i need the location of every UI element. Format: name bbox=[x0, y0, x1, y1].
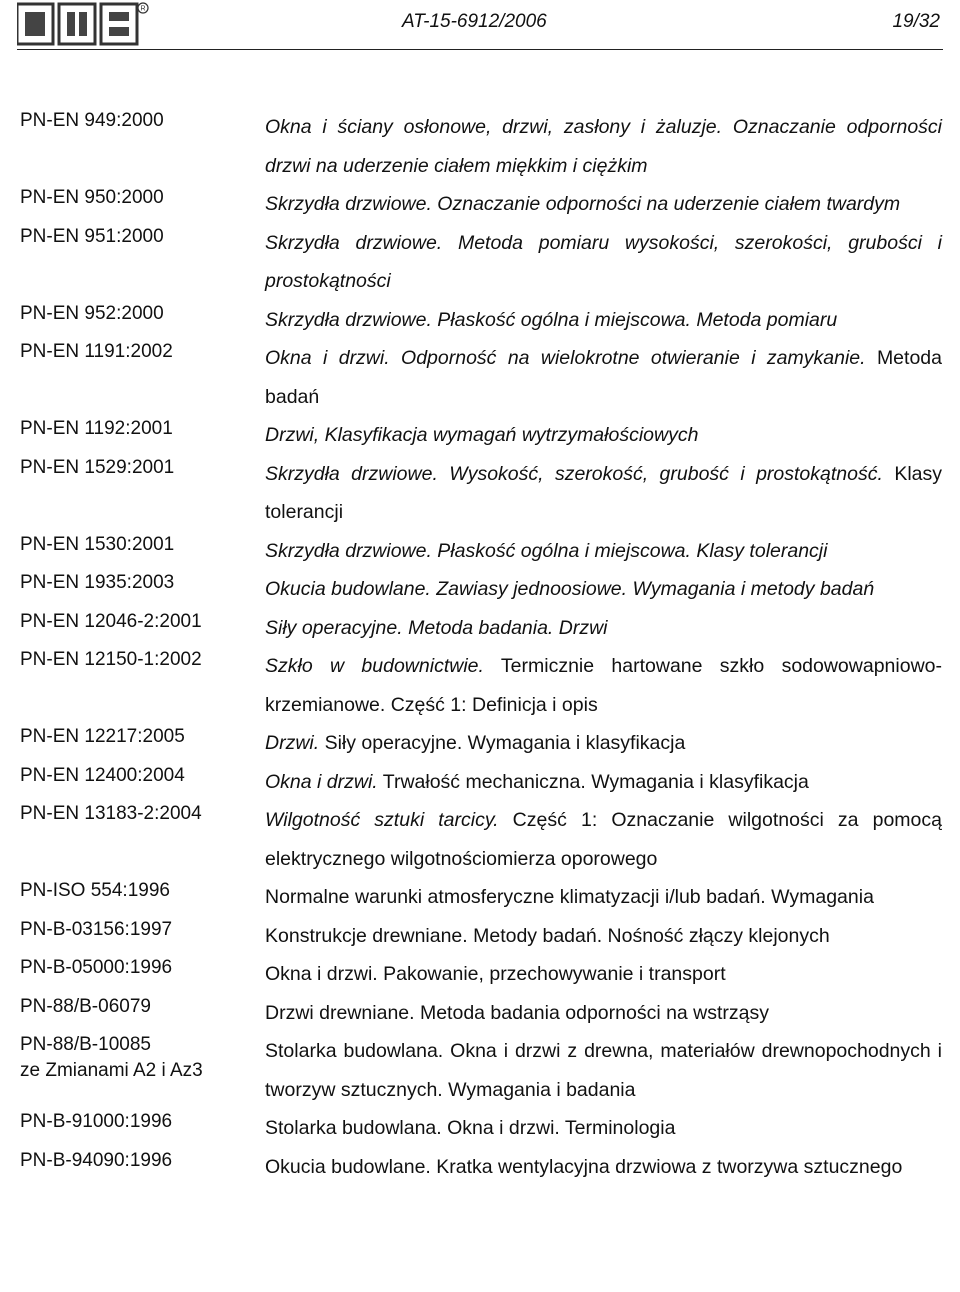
standard-title-italic: Drzwi, Klasyfikacja wymagań wytrzymałościowych bbox=[265, 424, 699, 446]
standard-row bbox=[0, 339, 960, 416]
standard-code-line: PN-ISO 554:1996 bbox=[20, 880, 170, 901]
standard-code bbox=[20, 570, 250, 596]
standard-title-normal: Okna i drzwi. Pakowanie, przechowywanie i transport bbox=[265, 963, 726, 985]
standard-title bbox=[265, 609, 942, 648]
standard-title-normal: Metoda badań bbox=[265, 347, 942, 408]
standard-title bbox=[265, 724, 942, 763]
standard-code bbox=[20, 763, 250, 789]
standard-code bbox=[20, 994, 250, 1020]
standard-title bbox=[265, 185, 942, 224]
standard-row bbox=[0, 416, 960, 455]
svg-text:R: R bbox=[140, 5, 146, 13]
header-divider bbox=[17, 49, 943, 50]
standard-row bbox=[0, 224, 960, 301]
standard-title bbox=[265, 455, 942, 532]
standard-code-line: PN-EN 1192:2001 bbox=[20, 418, 173, 439]
standard-title-italic: Okna i ściany osłonowe, drzwi, zasłony i żaluzje. Oznaczanie odporności drzwi na uderzenie ciałem miękkim i ciężkim bbox=[265, 116, 942, 177]
standard-title-italic: Skrzydła drzwiowe. Płaskość ogólna i miejscowa. Klasy tolerancji bbox=[265, 539, 828, 562]
standard-title-normal: Trwałość mechaniczna. Wymagania i klasyfikacja bbox=[377, 770, 809, 793]
standard-title bbox=[265, 763, 942, 802]
standard-title bbox=[265, 801, 942, 878]
standard-row bbox=[0, 763, 960, 802]
standard-code-line: PN-EN 949:2000 bbox=[20, 110, 164, 131]
standard-code-line: PN-B-03156:1997 bbox=[20, 918, 173, 940]
standard-code bbox=[20, 532, 250, 558]
standard-code-line: PN-EN 1529:2001 bbox=[20, 456, 175, 478]
standard-code bbox=[20, 917, 250, 943]
standard-title-italic: Skrzydła drzwiowe. Wysokość, szerokość, grubość i prostokątność. bbox=[265, 462, 883, 485]
standard-title bbox=[265, 570, 942, 609]
standard-title bbox=[265, 1032, 942, 1109]
standard-code-line: PN-EN 12150-1:2002 bbox=[20, 649, 202, 670]
standard-row bbox=[0, 1148, 960, 1187]
standard-title-normal: Siły operacyjne. Wymagania i klasyfikacja bbox=[319, 732, 686, 754]
standard-code bbox=[20, 955, 250, 981]
standard-row bbox=[0, 1032, 960, 1109]
standard-code bbox=[20, 878, 250, 904]
standard-title-normal: Normalne warunki atmosferyczne klimatyzacji i/lub badań. Wymagania bbox=[265, 886, 874, 908]
standard-title bbox=[265, 917, 942, 956]
standard-title-normal: Część 1: Oznaczanie wilgotności za pomocą elektrycznego wilgotnościomierza oporowego bbox=[265, 809, 942, 870]
standard-row bbox=[0, 455, 960, 532]
standard-row bbox=[0, 801, 960, 878]
standard-code bbox=[20, 1148, 250, 1174]
standard-title bbox=[265, 339, 942, 416]
standard-row bbox=[0, 724, 960, 763]
standard-code bbox=[20, 416, 250, 442]
standard-row bbox=[0, 108, 960, 185]
itb-logo bbox=[17, 2, 149, 46]
standard-code-line: PN-EN 1530:2001 bbox=[20, 533, 175, 555]
standard-code bbox=[20, 724, 250, 750]
standard-code bbox=[20, 609, 250, 635]
standard-code-line: PN-EN 951:2000 bbox=[20, 225, 164, 247]
standard-row bbox=[0, 878, 960, 917]
standard-row bbox=[0, 994, 960, 1033]
standard-code-line: PN-EN 952:2000 bbox=[20, 302, 164, 324]
standard-code-line: PN-EN 12046-2:2001 bbox=[20, 610, 202, 632]
standard-title-italic: Okna i drzwi. bbox=[265, 770, 378, 793]
standard-title-italic: Skrzydła drzwiowe. Płaskość ogólna i miejscowa. Metoda pomiaru bbox=[265, 308, 838, 331]
standard-title bbox=[265, 108, 942, 185]
standard-title-italic: Siły operacyjne. Metoda badania. Drzwi bbox=[265, 616, 608, 639]
standard-title-italic: Skrzydła drzwiowe. Metoda pomiaru wysokości, szerokości, grubości i prostokątności bbox=[265, 231, 942, 292]
standard-title-italic: Skrzydła drzwiowe. Oznaczanie odporności na uderzenie ciałem twardym bbox=[265, 193, 901, 215]
standard-code-line: PN-B-91000:1996 bbox=[20, 1111, 173, 1132]
standard-title bbox=[265, 955, 942, 994]
standard-code bbox=[20, 339, 250, 365]
standard-row bbox=[0, 532, 960, 571]
standard-title bbox=[265, 994, 942, 1033]
standard-code-line: PN-EN 12400:2004 bbox=[20, 764, 185, 786]
standard-title-normal: Termicznie hartowane szkło sodowowapniowo-krzemianowe. Część 1: Definicja i opis bbox=[265, 655, 942, 716]
standard-title-italic: Drzwi. bbox=[265, 732, 320, 754]
standard-code-line: PN-88/B-06079 bbox=[20, 995, 151, 1017]
standard-title bbox=[265, 878, 942, 917]
standard-title bbox=[265, 416, 942, 455]
standard-row bbox=[0, 917, 960, 956]
page-number: 19/32 bbox=[892, 11, 940, 32]
standard-title bbox=[265, 647, 942, 724]
standard-row bbox=[0, 647, 960, 724]
standard-code bbox=[20, 801, 250, 827]
standard-code-line: PN-EN 1935:2003 bbox=[20, 572, 175, 593]
standard-title-normal: Stolarka budowlana. Okna i drzwi. Terminologia bbox=[265, 1117, 676, 1139]
standard-code bbox=[20, 301, 250, 327]
standard-title bbox=[265, 224, 942, 301]
standard-code bbox=[20, 647, 250, 673]
standard-code-note: ze Zmianami A2 i Az3 bbox=[20, 1060, 203, 1081]
standard-row bbox=[0, 185, 960, 224]
standards-list bbox=[0, 108, 960, 1186]
standard-code-line: PN-88/B-10085 bbox=[20, 1034, 151, 1055]
standard-title-normal: Drzwi drewniane. Metoda badania odporności na wstrząsy bbox=[265, 1001, 770, 1024]
standard-title-normal: Klasy tolerancji bbox=[265, 462, 942, 523]
standard-code-line: PN-EN 13183-2:2004 bbox=[20, 803, 202, 824]
standard-title-normal: Okucia budowlane. Kratka wentylacyjna drzwiowa z tworzywa sztucznego bbox=[265, 1155, 903, 1178]
standard-row bbox=[0, 609, 960, 648]
standard-row bbox=[0, 570, 960, 609]
standard-title bbox=[265, 532, 942, 571]
standard-code bbox=[20, 1109, 250, 1135]
standard-title-italic: Okna i drzwi. Odporność na wielokrotne otwieranie i zamykanie. bbox=[265, 347, 866, 369]
standard-row bbox=[0, 1109, 960, 1148]
standard-title bbox=[265, 1148, 942, 1187]
standard-code bbox=[20, 455, 250, 481]
standard-code bbox=[20, 224, 250, 250]
standard-row bbox=[0, 955, 960, 994]
standard-title-italic: Wilgotność sztuki tarcicy. bbox=[265, 809, 499, 831]
standard-title-normal: Konstrukcje drewniane. Metody badań. Nośność złączy klejonych bbox=[265, 924, 830, 947]
standard-row bbox=[0, 301, 960, 340]
standard-title bbox=[265, 301, 942, 340]
standard-code-line: PN-EN 1191:2002 bbox=[20, 341, 173, 362]
standard-code bbox=[20, 108, 250, 134]
standard-title bbox=[265, 1109, 942, 1148]
standard-title-italic: Okucia budowlane. Zawiasy jednoosiowe. Wymagania i metody badań bbox=[265, 578, 875, 600]
standard-title-italic: Szkło w budownictwie. bbox=[265, 655, 484, 677]
standard-code bbox=[20, 1032, 250, 1084]
standard-title-normal: Stolarka budowlana. Okna i drzwi z drewna, materiałów drewnopochodnych i tworzyw sztucznych. Wymagania i badania bbox=[265, 1040, 942, 1101]
standard-code-line: PN-EN 12217:2005 bbox=[20, 726, 185, 747]
standard-code bbox=[20, 185, 250, 211]
page-header bbox=[0, 0, 960, 50]
standard-code-line: PN-EN 950:2000 bbox=[20, 187, 164, 208]
standard-code-line: PN-B-94090:1996 bbox=[20, 1149, 173, 1171]
document-id: AT-15-6912/2006 bbox=[402, 11, 547, 32]
standard-code-line: PN-B-05000:1996 bbox=[20, 957, 173, 978]
